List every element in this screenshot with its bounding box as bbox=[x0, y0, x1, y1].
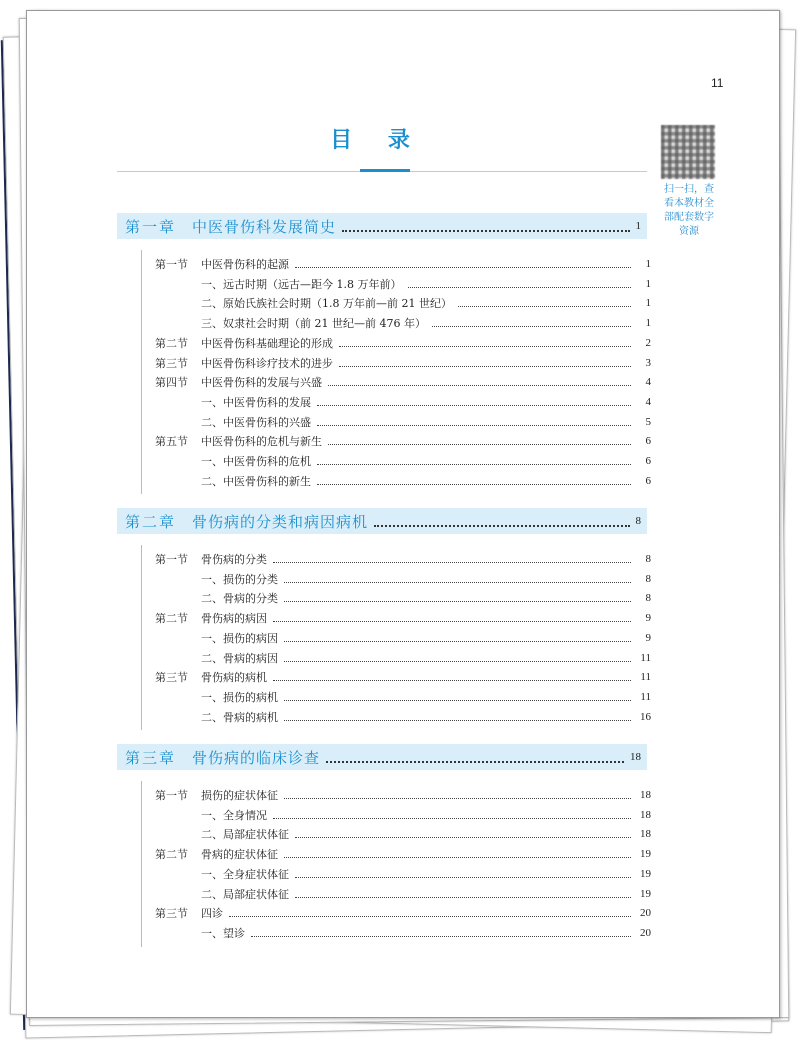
entry-page-number: 9 bbox=[645, 631, 651, 644]
entry-title: 骨伤病的病因 bbox=[201, 612, 267, 626]
toc-subsection-entry[interactable] bbox=[155, 630, 651, 646]
dot-leader bbox=[432, 319, 631, 327]
toc-section-entry[interactable] bbox=[155, 669, 651, 685]
dot-leader bbox=[273, 555, 631, 563]
entry-page-number: 8 bbox=[645, 572, 651, 585]
entry-page-number: 8 bbox=[645, 592, 651, 605]
dot-leader bbox=[284, 850, 631, 858]
entry-page-number: 20 bbox=[640, 907, 651, 920]
dot-leader bbox=[295, 870, 631, 878]
page-title: 目 录 bbox=[330, 128, 424, 153]
chapter-page-number: 1 bbox=[635, 220, 641, 232]
toc-subsection-entry[interactable] bbox=[155, 866, 651, 882]
entry-page-number: 2 bbox=[645, 336, 651, 349]
entry-title: 二、中医骨伤科的新生 bbox=[201, 474, 311, 488]
toc-subsection-entry[interactable] bbox=[155, 276, 651, 292]
entry-title: 一、中医骨伤科的危机 bbox=[201, 455, 311, 468]
entry-page-number: 6 bbox=[645, 455, 651, 467]
entry-page-number: 4 bbox=[645, 395, 651, 408]
dot-leader bbox=[284, 693, 631, 701]
entry-page-number: 11 bbox=[640, 651, 651, 664]
section-label: 第三节 bbox=[155, 356, 188, 370]
entry-title: 一、全身情况 bbox=[201, 808, 267, 822]
section-label: 第三节 bbox=[155, 907, 188, 921]
entry-title: 损伤的症状体征 bbox=[201, 789, 278, 802]
toc-subsection-entry[interactable] bbox=[155, 590, 651, 606]
dot-leader bbox=[284, 713, 631, 721]
entry-page-number: 4 bbox=[645, 376, 651, 389]
section-label: 第二节 bbox=[155, 848, 188, 862]
dot-leader bbox=[284, 594, 631, 602]
toc-subsection-entry[interactable] bbox=[155, 394, 651, 410]
toc-subsection-entry[interactable] bbox=[155, 689, 651, 705]
entry-title: 中医骨伤科的发展与兴盛 bbox=[201, 376, 322, 390]
dot-leader bbox=[273, 811, 631, 819]
entry-title: 一、损伤的分类 bbox=[201, 572, 278, 586]
entry-page-number: 1 bbox=[645, 277, 651, 290]
toc-subsection-entry[interactable] bbox=[155, 807, 651, 823]
section-rule bbox=[141, 781, 142, 947]
entry-title: 骨伤病的分类 bbox=[201, 553, 267, 566]
qr-caption-line: 部配套数字 bbox=[664, 212, 714, 223]
dot-leader bbox=[317, 418, 631, 426]
entry-page-number: 18 bbox=[640, 828, 651, 841]
toc-subsection-entry[interactable] bbox=[155, 709, 651, 725]
toc-subsection-entry[interactable] bbox=[155, 414, 651, 430]
entry-page-number: 8 bbox=[645, 553, 651, 565]
toc-subsection-entry[interactable] bbox=[155, 453, 651, 469]
chapter-heading[interactable] bbox=[117, 508, 647, 534]
toc-subsection-entry[interactable] bbox=[155, 571, 651, 587]
entry-page-number: 19 bbox=[640, 867, 651, 880]
dot-leader bbox=[342, 220, 629, 232]
dot-leader bbox=[328, 437, 631, 445]
section-label: 第一节 bbox=[155, 789, 188, 802]
entry-page-number: 6 bbox=[645, 474, 651, 487]
section-label: 第三节 bbox=[155, 671, 188, 685]
chapter-title: 中医骨伤科发展简史 bbox=[192, 217, 337, 236]
dot-leader bbox=[317, 477, 631, 485]
toc-section-entry[interactable] bbox=[155, 335, 651, 351]
dot-leader bbox=[273, 614, 631, 622]
toc-section-entry[interactable] bbox=[155, 551, 651, 567]
section-rule bbox=[141, 545, 142, 730]
chapter-title: 骨伤病的临床诊查 bbox=[192, 748, 321, 767]
dot-leader bbox=[408, 280, 632, 288]
toc-subsection-entry[interactable] bbox=[155, 650, 651, 666]
section-rule bbox=[141, 250, 142, 494]
dot-leader bbox=[328, 378, 631, 386]
section-label: 第二节 bbox=[155, 336, 188, 350]
section-label: 第一节 bbox=[155, 553, 188, 566]
entry-page-number: 18 bbox=[640, 789, 651, 801]
dot-leader bbox=[317, 398, 631, 406]
entry-title: 一、远古时期（远古—距今 1.8 万年前） bbox=[201, 277, 402, 291]
dot-leader bbox=[284, 791, 631, 799]
dot-leader bbox=[273, 673, 631, 681]
dot-leader bbox=[339, 339, 631, 347]
entry-title: 二、原始氏族社会时期（1.8 万年前—前 21 世纪） bbox=[201, 297, 452, 311]
dot-leader bbox=[295, 260, 631, 268]
entry-page-number: 19 bbox=[640, 887, 651, 900]
toc-subsection-entry[interactable] bbox=[155, 886, 651, 902]
toc-subsection-entry[interactable] bbox=[155, 473, 651, 489]
section-label: 第四节 bbox=[155, 376, 188, 390]
entry-page-number: 9 bbox=[645, 612, 651, 625]
dot-leader bbox=[284, 634, 631, 642]
dot-leader bbox=[374, 515, 629, 527]
dot-leader bbox=[317, 457, 631, 465]
entry-title: 一、望诊 bbox=[201, 926, 245, 940]
entry-page-number: 3 bbox=[645, 356, 651, 369]
dot-leader bbox=[251, 929, 631, 937]
chapter-heading[interactable] bbox=[117, 213, 647, 239]
entry-title: 二、骨病的分类 bbox=[201, 592, 278, 606]
chapter-title: 骨伤病的分类和病因病机 bbox=[192, 512, 369, 531]
dot-leader bbox=[284, 654, 631, 662]
entry-page-number: 11 bbox=[640, 690, 651, 703]
toc-section-entry[interactable] bbox=[155, 787, 651, 803]
entry-page-number: 1 bbox=[645, 258, 651, 270]
toc-section-entry[interactable] bbox=[155, 374, 651, 390]
entry-title: 一、中医骨伤科的发展 bbox=[201, 395, 311, 409]
qr-caption bbox=[653, 183, 725, 239]
dot-leader bbox=[229, 909, 631, 917]
section-label: 第五节 bbox=[155, 435, 188, 449]
qr-caption-line: 资源 bbox=[679, 226, 699, 237]
entry-page-number: 1 bbox=[645, 297, 651, 310]
entry-title: 中医骨伤科的危机与新生 bbox=[201, 435, 322, 449]
entry-page-number: 20 bbox=[640, 926, 651, 939]
qr-caption-line: 看本教材全 bbox=[664, 198, 714, 209]
toc-section-entry[interactable] bbox=[155, 610, 651, 626]
toc-section-entry[interactable] bbox=[155, 846, 651, 862]
chapter-number: 第三章 bbox=[125, 748, 177, 767]
toc-section-entry[interactable] bbox=[155, 355, 651, 371]
dot-leader bbox=[284, 575, 631, 583]
chapter-page-number: 8 bbox=[635, 515, 641, 527]
entry-title: 中医骨伤科基础理论的形成 bbox=[201, 336, 333, 350]
dot-leader bbox=[339, 359, 631, 367]
entry-page-number: 19 bbox=[640, 848, 651, 861]
title-divider-accent bbox=[360, 169, 410, 172]
entry-title: 二、局部症状体征 bbox=[201, 887, 289, 901]
entry-page-number: 6 bbox=[645, 435, 651, 448]
chapter-heading[interactable] bbox=[117, 744, 647, 770]
entry-title: 骨病的症状体征 bbox=[201, 848, 278, 862]
section-label: 第一节 bbox=[155, 258, 188, 271]
qr-caption-line: 扫一扫，查 bbox=[664, 184, 714, 195]
chapter-number: 第一章 bbox=[125, 217, 177, 236]
entry-page-number: 11 bbox=[640, 671, 651, 684]
dot-leader bbox=[295, 830, 631, 838]
toc-subsection-entry[interactable] bbox=[155, 826, 651, 842]
entry-title: 中医骨伤科的起源 bbox=[201, 258, 289, 271]
entry-title: 骨伤病的病机 bbox=[201, 671, 267, 685]
toc-page bbox=[26, 10, 780, 1018]
entry-page-number: 16 bbox=[640, 710, 651, 723]
entry-title: 三、奴隶社会时期（前 21 世纪—前 476 年） bbox=[201, 317, 426, 331]
entry-page-number: 18 bbox=[640, 808, 651, 821]
entry-title: 二、骨病的病机 bbox=[201, 710, 278, 724]
dot-leader bbox=[458, 299, 631, 307]
entry-title: 中医骨伤科诊疗技术的进步 bbox=[201, 356, 333, 370]
toc-subsection-entry[interactable] bbox=[155, 315, 651, 331]
dot-leader bbox=[295, 890, 631, 898]
toc-section-entry[interactable] bbox=[155, 433, 651, 449]
qr-code[interactable] bbox=[661, 125, 715, 179]
entry-title: 一、全身症状体征 bbox=[201, 867, 289, 881]
entry-title: 一、损伤的病机 bbox=[201, 690, 278, 704]
toc-section-entry[interactable] bbox=[155, 256, 651, 272]
entry-title: 二、骨病的病因 bbox=[201, 651, 278, 665]
entry-page-number: 1 bbox=[645, 317, 651, 330]
entry-page-number: 5 bbox=[645, 415, 651, 428]
section-label: 第二节 bbox=[155, 612, 188, 626]
chapter-number: 第二章 bbox=[125, 512, 177, 531]
entry-title: 四诊 bbox=[201, 907, 223, 921]
toc-subsection-entry[interactable] bbox=[155, 295, 651, 311]
entry-title: 二、中医骨伤科的兴盛 bbox=[201, 415, 311, 429]
entry-title: 一、损伤的病因 bbox=[201, 631, 278, 645]
entry-title: 二、局部症状体征 bbox=[201, 828, 289, 842]
page-number: 11 bbox=[711, 76, 724, 90]
toc-subsection-entry[interactable] bbox=[155, 925, 651, 941]
dot-leader bbox=[326, 751, 624, 763]
toc-section-entry[interactable] bbox=[155, 905, 651, 921]
chapter-page-number: 18 bbox=[630, 751, 641, 763]
